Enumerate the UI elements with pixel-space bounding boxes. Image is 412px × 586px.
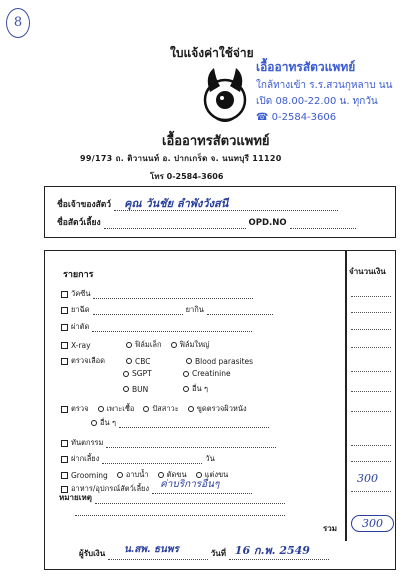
- injection-field[interactable]: [93, 306, 183, 315]
- stamp-line-2: ใกล้ทางเข้า ร.ร.สวนกุหลาบ นน: [256, 80, 393, 91]
- blood-test-checkbox[interactable]: [61, 358, 68, 365]
- exam-checkbox[interactable]: [61, 406, 68, 413]
- sgpt-label: SGPT: [132, 369, 152, 378]
- exam-other-radio[interactable]: [91, 420, 97, 426]
- amount-line[interactable]: [351, 491, 391, 492]
- urine-label: ปัสสาวะ: [152, 404, 179, 413]
- opd-field[interactable]: [290, 220, 356, 229]
- receiver-field[interactable]: [108, 544, 208, 560]
- pet-field[interactable]: [104, 220, 246, 229]
- xray-label: X-ray: [71, 340, 91, 350]
- injection-label: ยาฉีด: [71, 305, 90, 314]
- total-amount-value: 300: [351, 515, 394, 532]
- amount-line[interactable]: [351, 312, 391, 313]
- total-amount-handwritten: [351, 517, 394, 530]
- receiver-row: [79, 544, 329, 560]
- boarding-days-label: วัน: [205, 454, 215, 463]
- amount-line[interactable]: [351, 461, 391, 462]
- total-label: รวม: [323, 524, 338, 533]
- vaccine-label: วัคซีน: [71, 289, 91, 298]
- boarding-label: ฝากเลี้ยง: [71, 454, 100, 463]
- item-row-vaccine: [61, 288, 253, 300]
- blood-parasites-label: Blood parasites: [195, 356, 254, 366]
- bun-radio[interactable]: [123, 386, 129, 392]
- oral-med-label: ยากิน: [185, 305, 204, 314]
- food-handwritten: ค่าบริการอื่นๆ: [160, 478, 220, 490]
- bath-radio[interactable]: [117, 472, 123, 478]
- blood-other-radio[interactable]: [183, 386, 189, 392]
- surgery-field[interactable]: [92, 323, 252, 332]
- item-row-bun: [117, 383, 208, 395]
- item-row-sgpt: [117, 369, 231, 378]
- small-film-radio[interactable]: [126, 342, 132, 348]
- clinic-name: เอื้ออาทรสัตวแพทย์: [162, 134, 270, 149]
- amount-line[interactable]: [351, 371, 391, 372]
- large-film-label: ฟิล์มใหญ่: [179, 340, 210, 349]
- pet-row: [57, 215, 356, 229]
- culture-radio[interactable]: [98, 406, 104, 412]
- page-number: 8: [13, 15, 23, 30]
- bath-label: อาบน้ำ: [125, 470, 149, 479]
- remark-field[interactable]: [95, 495, 285, 504]
- pet-label: ชื่อสัตว์เลี้ยง: [57, 218, 101, 228]
- amount-line[interactable]: [351, 347, 391, 348]
- amount-line[interactable]: [351, 296, 391, 297]
- receiver-label: ผู้รับเงิน: [79, 549, 106, 558]
- item-row-exam: [61, 403, 247, 415]
- amount-line[interactable]: [351, 329, 391, 330]
- date-label: วันที่: [210, 549, 226, 558]
- clinic-phone: โทร 0-2584-3606: [150, 172, 224, 181]
- blood-test-label: ตรวจเลือด: [71, 356, 106, 365]
- item-row-xray: [61, 339, 209, 351]
- item-row-dental: [61, 437, 276, 449]
- owner-row: [57, 197, 338, 211]
- urine-radio[interactable]: [143, 406, 149, 412]
- exam-label: ตรวจ: [71, 404, 89, 413]
- date-field[interactable]: [229, 544, 329, 560]
- item-row-blood: [61, 355, 253, 367]
- owner-label: ชื่อเจ้าของสัตว์: [57, 200, 112, 210]
- receiver-signature: น.สพ. ธนพร: [123, 544, 179, 555]
- stamp-line-1: เอื้ออาทรสัตวแพทย์: [256, 60, 356, 74]
- remark-label: [59, 491, 285, 504]
- cbc-radio[interactable]: [126, 358, 132, 364]
- item-row-surgery: [61, 321, 252, 333]
- creatinine-label: Creatinine: [192, 369, 231, 378]
- injection-checkbox[interactable]: [61, 307, 68, 314]
- date-handwritten: 16 ก.พ. 2549: [234, 544, 310, 557]
- line-amount-handwritten: 300: [357, 472, 378, 485]
- creatinine-radio[interactable]: [183, 371, 189, 377]
- culture-label: เพาะเชื้อ: [106, 404, 135, 413]
- vaccine-field[interactable]: [93, 290, 253, 299]
- bun-label: BUN: [132, 384, 149, 394]
- clinic-stamp: [238, 56, 412, 136]
- grooming-label: Grooming: [71, 470, 108, 480]
- blank-line-1[interactable]: [75, 507, 285, 516]
- stamp-line-4: ☎ 0-2584-3606: [256, 112, 337, 123]
- exam-other-label: อื่น ๆ: [100, 418, 117, 427]
- items-box: [44, 250, 396, 570]
- cbc-label: CBC: [135, 356, 151, 366]
- owner-name-handwritten: คุณ วันชัย ลำพังวังสนี: [124, 197, 229, 210]
- haircut-label: ตัดขน: [166, 470, 187, 479]
- vaccine-checkbox[interactable]: [61, 291, 68, 298]
- opd-label: OPD.NO: [248, 218, 287, 228]
- owner-field[interactable]: [114, 197, 338, 211]
- sgpt-radio[interactable]: [123, 371, 129, 377]
- blood-parasites-radio[interactable]: [186, 358, 192, 364]
- skin-scrape-radio[interactable]: [188, 406, 194, 412]
- small-film-label: ฟิล์มเล็ก: [135, 340, 162, 349]
- document-title: ใบแจ้งค่าใช้จ่าย: [170, 46, 254, 60]
- clinic-logo-icon: [196, 62, 254, 126]
- amount-line[interactable]: [351, 391, 391, 392]
- dental-label: ทันตกรรม: [71, 438, 104, 447]
- amount-line[interactable]: [351, 411, 391, 412]
- large-film-radio[interactable]: [171, 342, 177, 348]
- amount-header: จำนวนเงิน: [349, 267, 386, 276]
- items-header: รายการ: [63, 270, 94, 280]
- oral-med-field[interactable]: [207, 306, 273, 315]
- boarding-field[interactable]: [102, 455, 202, 464]
- stamp-line-3: เปิด 08.00-22.00 น. ทุกวัน: [256, 96, 378, 107]
- xray-checkbox[interactable]: [61, 342, 68, 349]
- item-row-injection: [61, 304, 273, 316]
- blood-other-label: อื่น ๆ: [192, 384, 209, 393]
- clinic-address: 99/173 ถ. ติวานนท์ อ. ปากเกร็ด จ. นนทบุรี 11120: [80, 154, 282, 163]
- surgery-checkbox[interactable]: [61, 324, 68, 331]
- grooming-checkbox[interactable]: [61, 472, 68, 479]
- item-row-boarding: [61, 453, 215, 465]
- owner-info-box: [44, 186, 396, 238]
- food-label: อาหาร/อุปกรณ์สัตว์เลี้ยง: [71, 484, 150, 493]
- amount-column-divider: [345, 251, 347, 541]
- surgery-label: ผ่าตัด: [71, 322, 90, 331]
- exam-other-field[interactable]: [119, 419, 269, 428]
- item-row-exam-other: [85, 417, 269, 429]
- boarding-checkbox[interactable]: [61, 456, 68, 463]
- skin-scrape-label: ขูดตรวจผิวหนัง: [196, 404, 247, 413]
- page-number-circle: [6, 8, 30, 38]
- dental-checkbox[interactable]: [61, 440, 68, 447]
- styling-label: แต่งขน: [204, 470, 229, 479]
- dental-field[interactable]: [106, 439, 276, 448]
- remark-text: หมายเหตุ: [59, 493, 92, 502]
- amount-line[interactable]: [351, 445, 391, 446]
